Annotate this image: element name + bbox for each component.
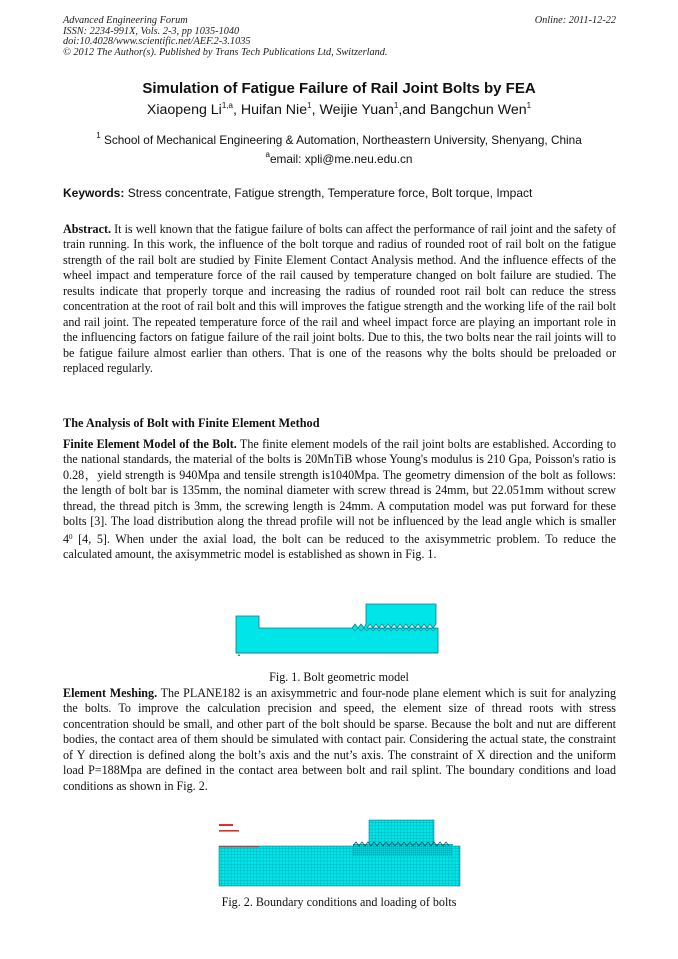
fe-model-label: Finite Element Model of the Bolt. <box>63 437 237 451</box>
author-name: and Bangchun Wen <box>402 102 527 118</box>
author-affiliation-mark: 1 <box>526 101 532 110</box>
section-heading: The Analysis of Bolt with Finite Element Method <box>63 416 320 430</box>
abstract-paragraph <box>63 222 616 377</box>
author-name: Xiaopeng Li <box>146 102 222 118</box>
keywords-label: Keywords: <box>63 186 125 200</box>
meshing-label: Element Meshing. <box>63 686 158 700</box>
email-mark: a <box>265 150 270 159</box>
affiliation-mark: 1 <box>96 131 101 140</box>
fig1-bolt-geometry <box>234 602 440 658</box>
author-affiliation-mark: 1 <box>307 101 312 110</box>
author-affiliation-mark: 1,a <box>221 101 233 110</box>
fe-model-paragraph <box>63 437 616 563</box>
fig2-caption: Fig. 2. Boundary conditions and loading of bolts <box>221 895 457 909</box>
origin-marker: ▲ <box>237 652 241 657</box>
fe-model-text-cont: [4, 5]. When under the axial load, the bolt can be reduced to the axisymmetric problem. To reduce the calculated amount, the axisymmetric model is established as shown in Fig. 1. <box>63 531 616 562</box>
abstract-text: It is well known that the fatigue failure of bolts can affect the performance of rail joint and the safety of train running. In this work, the influence of the bolt torque and radius of rounded root of rail bolt on the fatigue strength of the rail bolt are studied by Finite Element Contact Analysis method. And the influence effects of the wheel impact and temperature force of the rail caused by temperature changed on bolt failure are studied. The results indicate that properly torque and increasing the radius of rounded root rail bolt can reduce the stress concentration at the root of rail bolt and this will improves the fatigue strength and the working life of the rail bolt and rail joint. The repeated temperature force of the rail and wheel impact force are playing an important role in the influencing factors on fatigue failure of the rail joint bolts. Due to this, the two bolts near the rail joints will to be fatigue failure almost earlier than others. That is one of the reasons why the bolts should be preloaded or replaced regularly. <box>63 222 616 376</box>
author-separator: , <box>232 102 241 118</box>
author-name: Huifan Nie <box>240 102 308 118</box>
author-list <box>0 101 678 118</box>
affiliation <box>0 131 678 147</box>
bolt-body-shape <box>236 604 438 653</box>
abstract-label: Abstract. <box>63 222 112 236</box>
journal-header <box>63 16 616 58</box>
fig1-caption: Fig. 1. Bolt geometric model <box>269 670 409 684</box>
copyright-line: © 2012 The Author(s). Published by Trans Tech Publications Ltd, Switzerland. <box>63 46 388 58</box>
online-date: Online: 2011-12-22 <box>534 15 616 26</box>
issn-line: ISSN: 2234-991X, Vols. 2-3, pp 1035-1040 <box>63 25 240 37</box>
keywords-text: Stress concentrate, Fatigue strength, Temperature force, Bolt torque, Impact <box>124 186 533 200</box>
degree-mark: 0 <box>69 532 73 541</box>
fig2-boundary-conditions <box>215 816 465 888</box>
thread-dense-mesh <box>353 844 453 856</box>
doi-line: doi:10.4028/www.scientific.net/AEF.2-3.1035 <box>63 36 251 47</box>
meshing-paragraph <box>63 686 616 794</box>
author-affiliation-mark: 1 <box>393 101 399 110</box>
contact-email[interactable] <box>0 150 678 166</box>
affiliation-text: School of Mechanical Engineering & Automation, Northeastern University, Shenyang, China <box>100 133 582 147</box>
fe-model-text: The finite element models of the rail joint bolts are established. According to the national standards, the material of the bolts is 20MnTiB whose Young's modulus is 210 Gpa, Poisson's ratio is 0.28，yield strength is 940Mpa and tensile strength is1040Mpa. The geometry dimension of the bolt as follows: the length of bolt bar is 135mm, the nominal diameter with screw thread is 24mm, but 22.051mm without screw thread, the thread pitch is 3mm, the screwing length is 24mm. A computation model was put forward for these bolts [3]. The load distribution along the thread profile will not be influenced by the lead angle which is smaller 4 <box>63 437 616 546</box>
email-text[interactable]: email: xpli@me.neu.edu.cn <box>269 152 413 166</box>
paper-title: Simulation of Fatigue Failure of Rail Joint Bolts by FEA <box>142 80 536 97</box>
journal-name: Advanced Engineering Forum <box>63 15 188 26</box>
load-markers <box>219 824 259 847</box>
meshing-text: The PLANE182 is an axisymmetric and four-node plane element which is suit for analyzing the bolts. To improve the calculation precision and speed, the element size of thread roots with stress concentration should be small, and other part of the bolt should be sparse. Because the bolt and nut are different bodies, the contact area of them should be simulated with contact pair. Considering the actual state, the constraint of Y direction is defined along the bolt’s axis and the nut’s axis. The constraint of X direction and the uniform load P=188Mpa are defined in the contact area between bolt and rail splint. The boundary conditions and load conditions as shown in Fig. 2. <box>63 686 617 793</box>
author-separator: , <box>398 102 403 118</box>
author-name: Weijie Yuan <box>319 102 394 118</box>
author-separator: , <box>311 102 320 118</box>
keywords <box>63 186 616 200</box>
